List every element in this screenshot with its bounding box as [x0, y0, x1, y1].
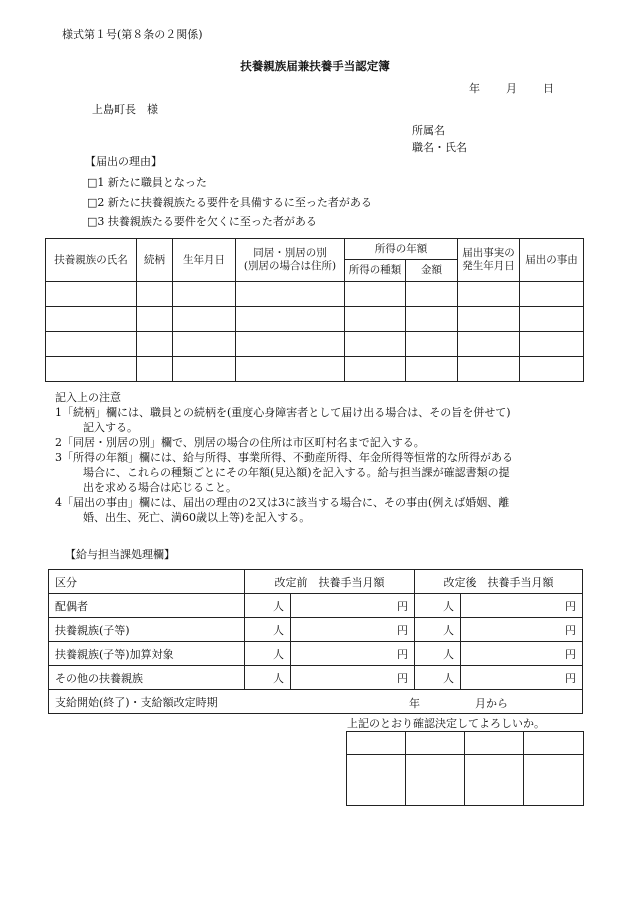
start-year-label: 年: [409, 697, 420, 710]
cell-name[interactable]: [46, 357, 137, 382]
reason-option-3[interactable]: □3 扶養親族たる要件を欠くに至った者がある: [87, 215, 317, 228]
cell-birth[interactable]: [173, 332, 236, 357]
processing-table: [48, 569, 583, 714]
cell-cohabit[interactable]: [236, 357, 345, 382]
before-count-cell[interactable]: 人: [245, 642, 291, 666]
processing-heading: 【給与担当課処理欄】: [65, 548, 175, 561]
col-category: 区分: [49, 570, 245, 594]
cell-income-amount[interactable]: [406, 357, 458, 382]
header-income: 所得の年額: [345, 239, 458, 260]
note-2: [55, 435, 615, 450]
row-label: その他の扶養親族: [49, 666, 245, 690]
cell-income-amount[interactable]: [406, 307, 458, 332]
start-period-label: 支給開始(終了)・支給額改定時期: [55, 695, 218, 709]
note-1: [55, 405, 615, 435]
header-reason: 届出の事由: [520, 239, 584, 282]
processing-header-row: [49, 570, 583, 594]
reason-option-1[interactable]: □1 新たに職員となった: [87, 176, 207, 189]
after-count-cell[interactable]: 人: [415, 594, 461, 618]
table-row: [46, 282, 584, 307]
notes-section: [55, 390, 615, 525]
affiliation-label: 所属名: [412, 124, 445, 137]
date-day-label: 日: [543, 82, 554, 95]
note-4: [55, 495, 615, 525]
cell-reason[interactable]: [520, 332, 584, 357]
cell-reason[interactable]: [520, 307, 584, 332]
cell-name[interactable]: [46, 332, 137, 357]
cell-income-type[interactable]: [345, 307, 406, 332]
after-amount-cell[interactable]: 円: [461, 666, 583, 690]
stamp-row: [347, 755, 584, 806]
approval-text: 上記のとおり確認決定してよろしいか。: [347, 717, 545, 730]
cell-event-date[interactable]: [458, 282, 520, 307]
note-4-continued: 婚、出生、死亡、満60歳以上等)を記入する。: [83, 511, 311, 524]
row-label: 扶養親族(子等): [49, 618, 245, 642]
addressee: 上島町長 様: [92, 103, 158, 116]
cell-birth[interactable]: [173, 282, 236, 307]
cell-name[interactable]: [46, 307, 137, 332]
cell-relation[interactable]: [137, 332, 173, 357]
cell-income-amount[interactable]: [406, 332, 458, 357]
before-count-cell[interactable]: 人: [245, 618, 291, 642]
cell-event-date[interactable]: [458, 332, 520, 357]
cell-name[interactable]: [46, 282, 137, 307]
cell-income-type[interactable]: [345, 332, 406, 357]
dependents-table: [45, 238, 584, 382]
table-row: [46, 307, 584, 332]
before-count-cell[interactable]: 人: [245, 666, 291, 690]
stamp-header-cell[interactable]: [347, 732, 406, 755]
date-month-label: 月: [506, 82, 517, 95]
header-cohabit-main: 同居・別居の別: [253, 247, 327, 259]
stamp-cell[interactable]: [347, 755, 406, 806]
form-number: 様式第１号(第８条の２関係): [62, 28, 203, 41]
cell-income-amount[interactable]: [406, 282, 458, 307]
before-amount-cell[interactable]: 円: [291, 666, 415, 690]
after-amount-cell[interactable]: 円: [461, 594, 583, 618]
row-label: 扶養親族(子等)加算対象: [49, 642, 245, 666]
table-row: [46, 332, 584, 357]
approval-stamp-table: [346, 731, 584, 806]
processing-row-start: [49, 690, 583, 714]
before-amount-cell[interactable]: 円: [291, 642, 415, 666]
cell-relation[interactable]: [137, 357, 173, 382]
col-after: 改定後 扶養手当月額: [415, 570, 583, 594]
processing-row-children: [49, 618, 583, 642]
header-income-type: 所得の種類: [345, 260, 406, 282]
note-3-first-line: 3「所得の年額」欄には、給与所得、事業所得、不動産所得、年金所得等恒常的な所得がある: [55, 451, 513, 464]
row-label: 配偶者: [49, 594, 245, 618]
header-cohabit-sub: (別居の場合は住所): [243, 260, 337, 272]
page-title: 扶養親族届兼扶養手当認定簿: [240, 59, 390, 73]
cell-reason[interactable]: [520, 282, 584, 307]
header-birth: 生年月日: [173, 239, 236, 282]
notes-heading: 記入上の注意: [55, 391, 121, 404]
stamp-header-row: [347, 732, 584, 755]
after-amount-cell[interactable]: 円: [461, 618, 583, 642]
reason-option-2[interactable]: □2 新たに扶養親族たる要件を具備するに至った者がある: [87, 196, 372, 209]
after-amount-cell[interactable]: 円: [461, 642, 583, 666]
cell-relation[interactable]: [137, 307, 173, 332]
stamp-header-cell[interactable]: [406, 732, 465, 755]
cell-cohabit[interactable]: [236, 307, 345, 332]
cell-event-date[interactable]: [458, 307, 520, 332]
header-event-date: [458, 239, 520, 282]
note-2-first-line: 2「同居・別居の別」欄で、別居の場合の住所は市区町村名まで記入する。: [55, 436, 425, 449]
header-income-amount: 金額: [406, 260, 458, 282]
after-count-cell[interactable]: 人: [415, 618, 461, 642]
note-3-continued: 場合に、これらの種類ごとにその年額(見込額)を記入する。給与担当課が確認書類の提: [83, 466, 510, 479]
cell-income-type[interactable]: [345, 282, 406, 307]
before-count-cell[interactable]: 人: [245, 594, 291, 618]
cell-birth[interactable]: [173, 307, 236, 332]
stamp-cell[interactable]: [524, 755, 584, 806]
before-amount-cell[interactable]: 円: [291, 594, 415, 618]
stamp-header-cell[interactable]: [524, 732, 584, 755]
cell-relation[interactable]: [137, 282, 173, 307]
note-3: [55, 450, 615, 495]
note-3-continued: 出を求める場合は応じること。: [83, 481, 237, 494]
processing-row-children-addition: [49, 642, 583, 666]
after-count-cell[interactable]: 人: [415, 642, 461, 666]
stamp-cell[interactable]: [406, 755, 465, 806]
cell-cohabit[interactable]: [236, 332, 345, 357]
start-month-label: 月から: [475, 697, 508, 710]
header-cohabit: [236, 239, 345, 282]
name-label: 職名・氏名: [412, 141, 467, 154]
processing-row-spouse: [49, 594, 583, 618]
table-row: [46, 357, 584, 382]
processing-row-other: [49, 666, 583, 690]
reason-heading: 【届出の理由】: [85, 155, 162, 168]
date-year-label: 年: [469, 82, 480, 95]
note-1-continued: 記入する。: [83, 421, 138, 434]
cell-income-type[interactable]: [345, 357, 406, 382]
col-before: 改定前 扶養手当月額: [245, 570, 415, 594]
header-event-date-line1: 届出事実の: [462, 247, 515, 259]
cell-birth[interactable]: [173, 357, 236, 382]
before-amount-cell[interactable]: 円: [291, 618, 415, 642]
header-name: 扶養親族の氏名: [46, 239, 137, 282]
header-relation: 続柄: [137, 239, 173, 282]
stamp-cell[interactable]: [465, 755, 524, 806]
cell-event-date[interactable]: [458, 357, 520, 382]
after-count-cell[interactable]: 人: [415, 666, 461, 690]
note-1-first-line: 1「続柄」欄には、職員との続柄を(重度心身障害者として届け出る場合は、その旨を併せて): [55, 406, 511, 419]
cell-cohabit[interactable]: [236, 282, 345, 307]
stamp-header-cell[interactable]: [465, 732, 524, 755]
start-period-cell[interactable]: [49, 690, 583, 714]
header-event-date-line2: 発生年月日: [462, 260, 515, 272]
cell-reason[interactable]: [520, 357, 584, 382]
note-4-first-line: 4「届出の事由」欄には、届出の理由の2又は3に該当する場合に、その事由(例えば婚姻、離: [55, 496, 510, 509]
